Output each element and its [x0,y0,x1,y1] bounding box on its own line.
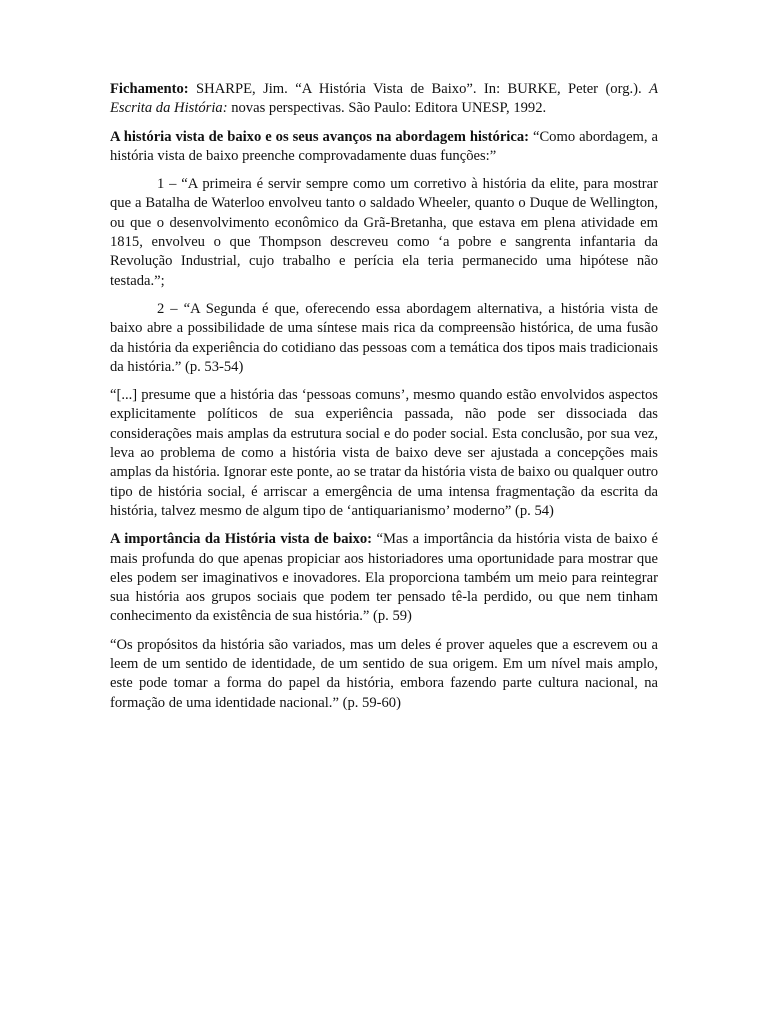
citation-paragraph [110,80,658,119]
section-text: “Mas a importância da história vista de baixo é mais profunda do que apenas propiciar aos historiadores uma oportunidade para mostrar que eles podem ser imaginativos e inovadores. Ela proporciona também um meio para reintegrar sua história aos grupos sociais que podem ter pensado tê-la perdido, ou que nem tinham conhecimento da existência de sua história.” (p. 59) [110,531,658,625]
document-page [110,80,658,722]
function-item-1: 1 – “A primeira é servir sempre como um corretivo à história da elite, para mostrar que a Batalha de Waterloo envolveu tanto o saldado Wheeler, quanto o Duque de Wellington, ou que o desenvolvimento econômico da Grã-Bretanha, que estava em plena atividade em 1815, envolveu o que Thompson descreveu como ‘a pobre e sangrenta infantaria da Revolução Industrial, cujo trabalho e perícia ela teria permanecido uma hipótese não testada.”; [110,176,658,289]
section-heading: A história vista de baixo e os seus avanços na abordagem histórica: [110,128,529,145]
section-history-from-below [110,128,658,167]
quote-paragraph: “Os propósitos da história são variados, mas um deles é prover aqueles que a escrevem ou a leem de um sentido de identidade, de um sentido de sua origem. Em um nível mais amplo, este pode tomar a forma do papel da história, embora fazendo parte cultura nacional, na formação de uma identidade nacional.” (p. 59-60) [110,636,658,711]
function-item-2: 2 – “A Segunda é que, oferecendo essa abordagem alternativa, a história vista de baixo abre a possibilidade de uma síntese mais rica da compreensão histórica, de uma fusão da história da experiência do cotidiano das pessoas com a temática dos tipos mais tradicionais da história.” (p. 53-54) [110,300,658,375]
citation-text: SHARPE, Jim. “A História Vista de Baixo”. In: BURKE, Peter (org.). [188,81,650,97]
section-text: “Como abordagem, a história vista de baixo preenche comprovadamente duas funções:” [110,128,659,164]
quote-paragraph: “[...] presume que a história das ‘pessoas comuns’, mesmo quando estão envolvidos aspectos explicitamente políticos de sua experiência passada, não pode ser dissociada das considerações mais amplas da estrutura social e do poder social. Esta conclusão, por sua vez, leva ao problema de como a história vista de baixo deve ser ajustada a concepções mais amplas da história. Ignorar este ponte, ao se tratar da história vista de baixo ou qualquer outro tipo de história social, é arriscar a emergência de uma intensa fragmentação da escrita da história, talvez mesmo de algum tipo de ‘antiquarianismo’ moderno” (p. 54) [110,387,658,519]
section-heading: A importância da História vista de baixo: [110,531,373,548]
section-importance [110,530,658,626]
citation-publisher: novas perspectivas. São Paulo: Editora UNESP, 1992. [227,100,547,117]
citation-book-title: A Escrita da História: [110,81,658,117]
citation-label: Fichamento: [110,81,189,97]
